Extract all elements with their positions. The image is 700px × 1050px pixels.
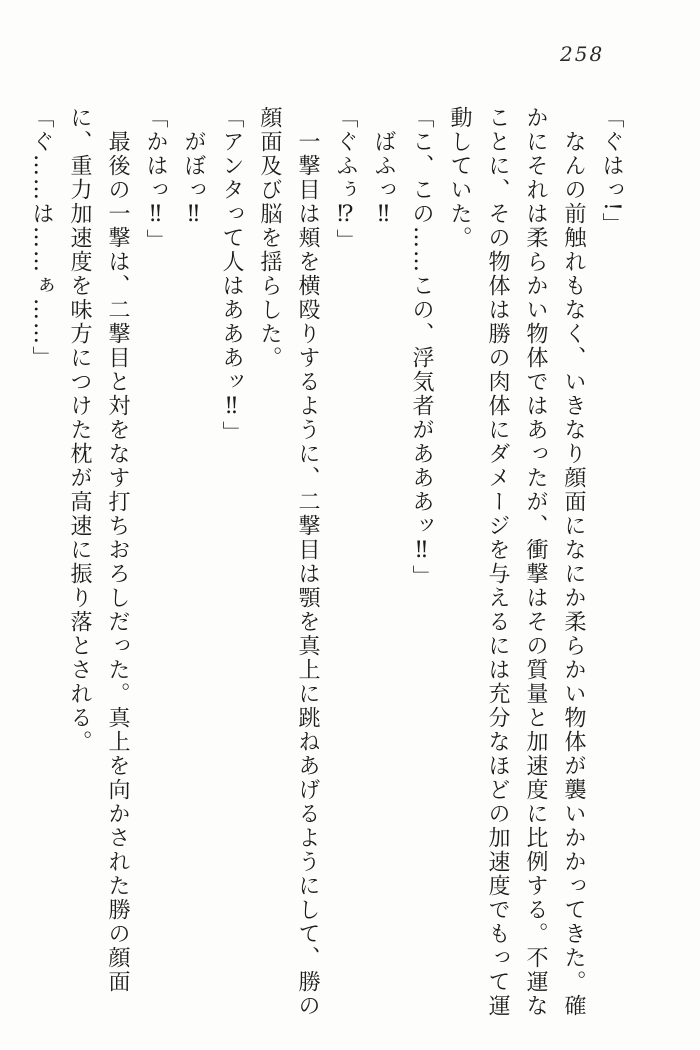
paragraph-dialogue-2: 「こ、この……この、浮気者があああッ‼」 — [409, 106, 434, 589]
paragraph-dialogue-4: 「アンタって人はあああッ‼」 — [219, 106, 244, 445]
paragraph-sfx-2: がぼっ‼ — [181, 130, 206, 229]
page-number: 258 — [560, 42, 605, 66]
paragraph-dialogue-6: 「ぐ……は……ぁ……」 — [29, 106, 54, 370]
paragraph-narration-3: 最後の一撃は、二撃目と対をなす打ちおろしだった。真上を向かされた勝の顔面に、重力加速度を味方につけた枕が高速に振り落とされる。 — [67, 106, 130, 994]
paragraph-narration-2: 一撃目は頬を横殴りするように、二撃目は顎を真上に跳ねあげるようにして、勝の顔面及び脳を揺らした。 — [257, 106, 320, 1018]
paragraph-dialogue-1: 「ぐはっ!」 — [599, 106, 624, 237]
paragraph-sfx-1: ばふっ‼ — [371, 130, 396, 229]
paragraph-dialogue-3: 「ぐふぅ⁉」 — [333, 106, 358, 253]
page-text — [18, 106, 630, 1022]
paragraph-narration-1: なんの前触れもなく、いきなり顔面になにか柔らかい物体が襲いかかってきた。確かにそれは柔らかい物体ではあったが、衝撃はその質量と加速度に比例する。不運なことに、その物体は勝の肉体にダメージを与えるには充分なほどの加速度でもって運動していた。 — [447, 106, 586, 1018]
paragraph-dialogue-5: 「かはっ‼」 — [143, 106, 168, 253]
